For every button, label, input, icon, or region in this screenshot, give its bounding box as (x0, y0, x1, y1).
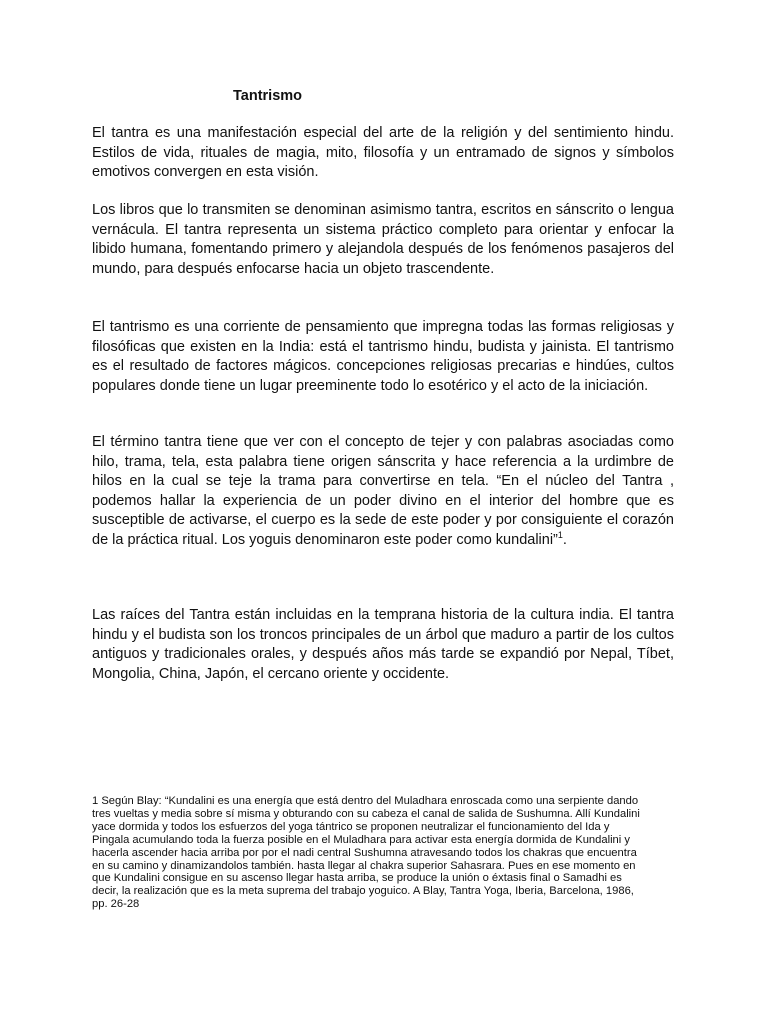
paragraph-5: Las raíces del Tantra están incluidas en la temprana historia de la cultura india. El tantra hindu y el budista son los troncos principales de un árbol que maduro a partir de los cultos antiguos y tradicionales orales, y después años más tarde se expandió por Nepal, Tíbet, Mongolia, China, Japón, el cercano oriente y occidente. (92, 607, 674, 682)
paragraph-4-text: El término tantra tiene que ver con el concepto de tejer y con palabras asociadas como hilo, trama, tela, esta palabra tiene origen sánscrita y hace referencia a la urdimbre de hilos en la cual se teje la trama para convertirse en tela. “En el núcleo del Tantra , podemos hallar la experiencia de un poder divino en el interior del hombre que es susceptible de activarse, el cuerpo es la sede de este poder y por consiguiente el corazón de la práctica ritual. Los yoguis denominaron este poder como kundalini” (92, 434, 674, 548)
paragraph-4 (92, 433, 674, 551)
footnote-reference[interactable]: 1 (557, 530, 563, 541)
footnote: 1 Según Blay: “Kundalini es una energía que está dentro del Muladhara enroscada como una serpiente dando tres vueltas y media sobre sí misma y obturando con su cabeza el canal de salida de Sushumna. Allí Kundalini yace dormida y todos los esfuerzos del yoga tántrico se proponen neutralizar el funcionamiento del Ida y Pingala acumulando toda la fuerza posible en el Muladhara para activar esta energía dormida de Kundalini y hacerla ascender hacia arriba por por el nadi central Sushumna atravesando todos los chakras que encuentra en su camino y dinamizandolos también. hasta llegar al chakra superior Sahasrara. Pues en ese momento en que Kundalini consigue en su ascenso llegar hasta arriba, se produce la unión o éxtasis final o Samadhi es decir, la realización que es la meta suprema del trabajo yoguico. A Blay, Tantra Yoga, Iberia, Barcelona, 1986, pp. 26-28 (92, 795, 640, 911)
paragraph-1: El tantra es una manifestación especial del arte de la religión y del sentimiento hindu. Estilos de vida, rituales de magia, mito, filosofía y un entramado de signos y símbolos emotivos convergen en esta visión. (92, 125, 674, 181)
paragraph-3: El tantrismo es una corriente de pensamiento que impregna todas las formas religiosas y filosóficas que existen en la India: está el tantrismo hindu, budista y jainista. El tantrismo es el resultado de factores mágicos. concepciones religiosas precarias e hindúes, cultos populares donde tiene un lugar preeminente todo lo esotérico y el acto de la iniciación. (92, 319, 674, 394)
document-title: Tantrismo (233, 88, 303, 104)
paragraph-2: Los libros que lo transmiten se denominan asimismo tantra, escritos en sánscrito o lengua vernácula. El tantra representa un sistema práctico completo para orientar y enfocar la libido humana, fomentando primero y alejandola después de los fenómenos pasajeros del mundo, para después enfocarse hacia un objeto trascendente. (92, 202, 674, 277)
paragraph-4-end: . (562, 531, 567, 548)
